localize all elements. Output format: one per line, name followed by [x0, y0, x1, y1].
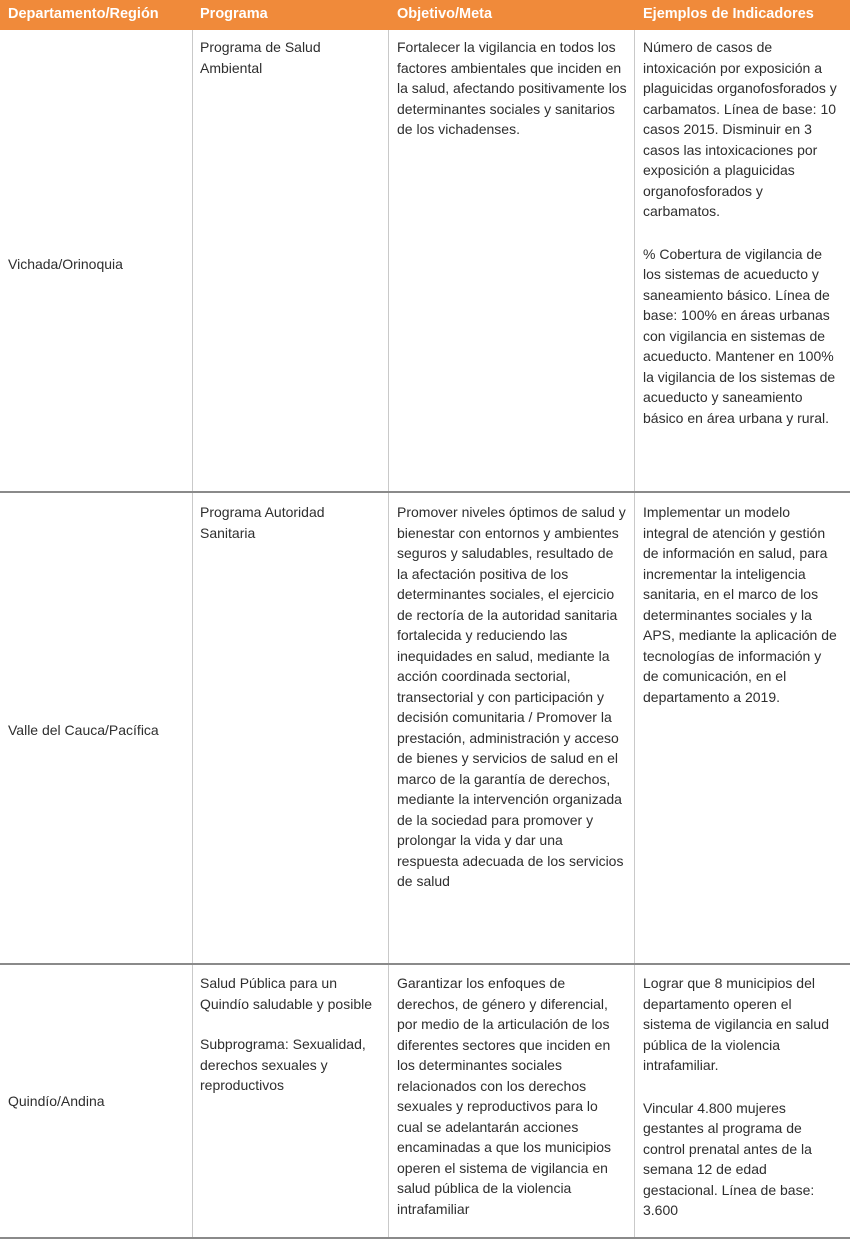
row-objetivo: Garantizar los enfoques de derechos, de género y diferencial, por medio de la articulación de los diferentes sectores que inciden en los determinantes sociales relacionados con los derechos sexuales y reproductivos para lo cual se adelantarán acciones encaminadas a que los municipios operen el sistema de vigilancia en salud pública de la violencia intrafamiliar	[397, 975, 612, 1217]
row-indicadores	[643, 37, 838, 428]
row-region: Valle del Cauca/Pacífica	[8, 722, 159, 738]
row-programa	[200, 973, 380, 1096]
row-programa	[200, 502, 380, 543]
table-header	[0, 0, 850, 30]
table-row	[0, 965, 850, 1237]
indicator-text: Vincular 4.800 mujeres gestantes al programa de control prenatal antes de la semana 12 de edad gestacional. Línea de base: 3.600	[643, 1099, 815, 1218]
row-objetivo: Fortalecer la vigilancia en todos los factores ambientales que inciden en la salud, afectando positivamente los determinantes sociales y sanitarios de los vichadenses.	[397, 39, 627, 137]
row-region: Quindío/Andina	[8, 1093, 105, 1109]
indicator-text: Implementar un modelo integral de atención y gestión de información en salud, para incrementar la inteligencia sanitaria, en el marco de los determinantes sociales y la APS, mediante la aplicación de tecnologías de información y de comunicación, en el departamento a 2019.	[643, 504, 837, 705]
row-indicadores	[643, 502, 838, 707]
row-separator	[0, 1237, 850, 1239]
indicator-text: Lograr que 8 municipios del departamento operen el sistema de vigilancia en salud pública de la violencia intrafamiliar.	[643, 975, 829, 1073]
row-region: Vichada/Orinoquia	[8, 256, 123, 272]
programa-text: Salud Pública para un Quindío saludable y posible	[200, 975, 373, 1012]
row-indicadores	[643, 973, 838, 1221]
subprograma-text: Subprograma: Sexualidad, derechos sexuales y reproductivos	[200, 1036, 366, 1093]
header-objetivo: Objetivo/Meta	[397, 6, 493, 22]
row-objetivo: Promover niveles óptimos de salud y bienestar con entornos y ambientes seguros y saludables, resultado de la afectación positiva de los determinantes sociales, el ejercicio de rectoría de la autoridad sanitaria fortalecida y reduciendo las inequidades en salud, mediante la acción coordinada sectorial, transectorial y con participación y decisión comunitaria / Promover la prestación, administración y acceso de bienes y servicios de salud en el marco de la garantía de derechos, mediante la intervención organizada de la sociedad para promover y prolongar la vida y dar una respuesta adecuada de los servicios de salud	[397, 504, 626, 889]
indicator-text: Número de casos de intoxicación por exposición a plaguicidas organofosforados y carbamatos. Línea de base: 10 casos 2015. Disminuir en 3 casos las intoxicaciones por exposición a plaguicidas organofosforados y carbamatos.	[643, 39, 837, 219]
row-programa	[200, 37, 380, 78]
table-row	[0, 30, 850, 492]
table-row	[0, 493, 850, 963]
programa-text: Programa Autoridad Sanitaria	[200, 504, 325, 541]
indicator-text: % Cobertura de vigilancia de los sistemas de acueducto y saneamiento básico. Línea de base: 100% en áreas urbanas con vigilancia en sistemas de acueducto. Mantener en 100% la vigilancia de los sistemas de acueducto y saneamiento básico en área urbana y rural.	[643, 245, 836, 426]
header-indicadores: Ejemplos de Indicadores	[643, 6, 814, 22]
programa-text: Programa de Salud Ambiental	[200, 39, 321, 76]
header-region: Departamento/Región	[8, 6, 159, 22]
header-programa: Programa	[200, 6, 268, 22]
